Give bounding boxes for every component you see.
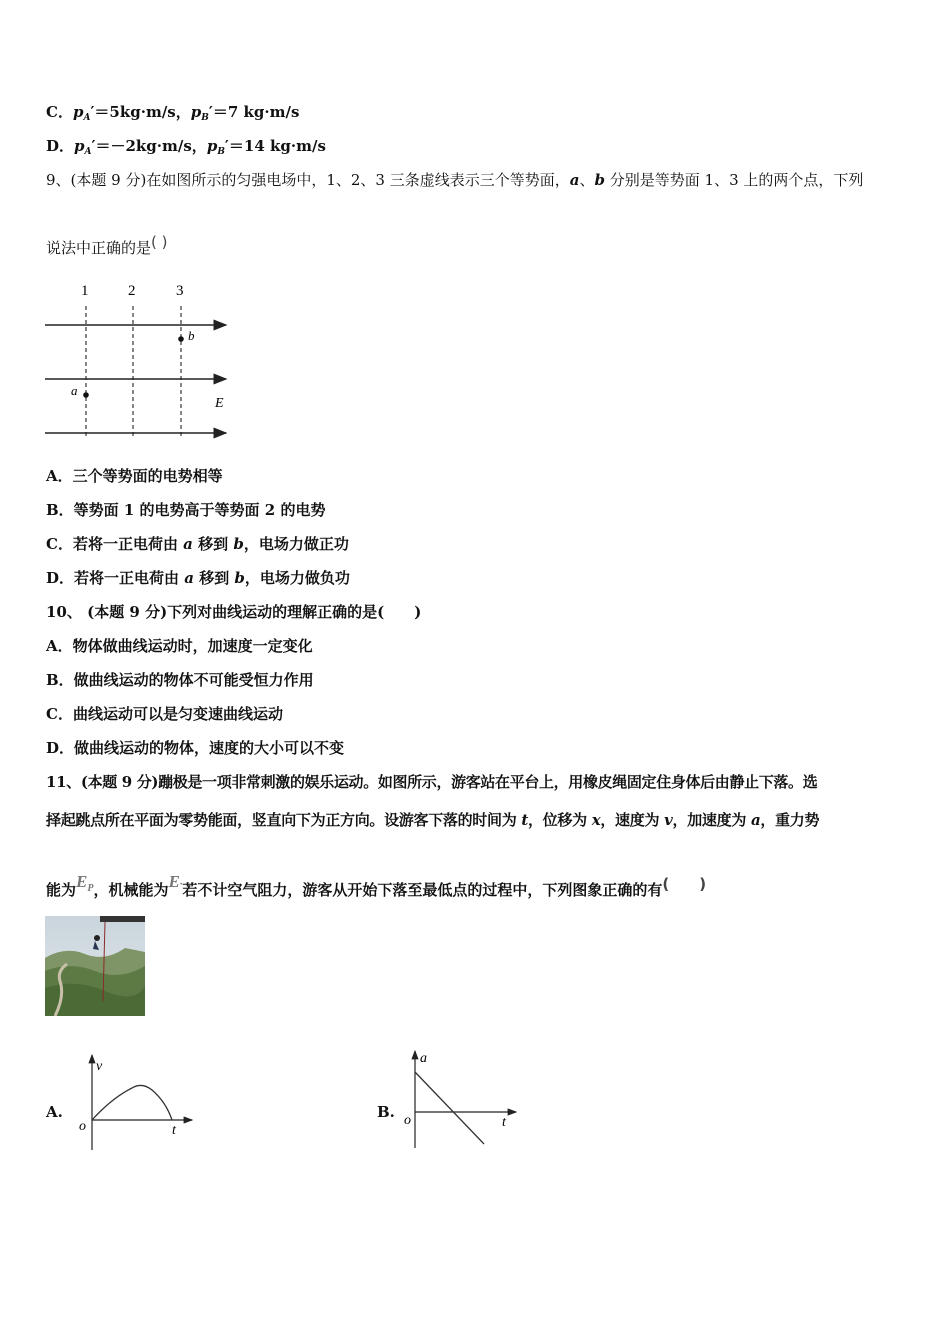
value-b: ＝7 kg·m/s <box>212 103 300 121</box>
graph-a-label: A. <box>46 1103 63 1121</box>
option-text: C．若将一正电荷由 <box>46 535 184 553</box>
q10-option-d: D．做曲线运动的物体，速度的大小可以不变 <box>46 739 345 757</box>
point-b-symbol: b <box>233 535 244 553</box>
e-letter: E <box>168 872 180 891</box>
stem-text: 若不计空气阻力，游客从开始下落至最低点的过程中，下列图象正确的有 <box>182 881 663 899</box>
graph-b-label: B. <box>377 1103 395 1121</box>
stem-text: ，加速度为 <box>672 811 751 829</box>
stem-text: ，重力势 <box>760 811 820 829</box>
graph-b-xlabel: t <box>502 1115 506 1130</box>
separator: 、 <box>579 171 595 189</box>
point-b-symbol: b <box>594 171 605 189</box>
q10-option-b: B．做曲线运动的物体不可能受恒力作用 <box>46 671 314 689</box>
point-b-label: b <box>188 328 195 343</box>
stem-text: 择起跳点所在平面为零势能面，竖直向下为正方向。设游客下落的时间为 <box>46 811 522 829</box>
velocity-symbol: v <box>664 811 673 829</box>
point-b-dot <box>178 336 184 342</box>
subscript-b: B <box>217 147 225 157</box>
q9-stem-text: 说法中正确的是 <box>46 239 152 257</box>
stem-text: ，位移为 <box>527 811 592 829</box>
q10-option-a: A．物体做曲线运动时，加速度一定变化 <box>46 637 313 655</box>
q9-option-d <box>46 568 350 588</box>
graph-a-curve <box>92 1085 172 1120</box>
graph-a-xlabel: t <box>172 1123 176 1138</box>
stem-text: ，机械能为 <box>93 881 169 899</box>
acceleration-symbol: a <box>750 811 761 829</box>
q11-stem-line3 <box>46 872 706 900</box>
point-b-symbol: b <box>234 569 245 587</box>
time-symbol: t <box>521 811 528 829</box>
q9-option-b: B．等势面 1 的电势高于等势面 2 的电势 <box>46 501 326 519</box>
q9-option-c <box>46 534 349 554</box>
option-text: 移到 <box>193 569 235 587</box>
value-a: ＝－2kg·m/s， <box>95 137 207 155</box>
q11-stem-line1: 11、(本题 9 分)蹦极是一项非常刺激的娱乐运动。如图所示，游客站在平台上，用橡皮绳固定住身体后由静止下落。选 <box>46 773 818 791</box>
equipotential-figure <box>40 278 240 448</box>
point-a-dot <box>83 392 89 398</box>
option-text: D．若将一正电荷由 <box>46 569 185 587</box>
graph-b-origin: o <box>404 1113 411 1128</box>
momentum-symbol: p <box>206 137 218 155</box>
prime: ′ <box>224 137 229 155</box>
potential-energy-symbol <box>76 872 94 894</box>
option-text: ，电场力做负功 <box>244 569 350 587</box>
point-a-symbol: a <box>569 171 580 189</box>
momentum-symbol: p <box>72 103 84 121</box>
q9-stem-line2 <box>46 232 168 258</box>
label-2: 2 <box>128 283 136 299</box>
value-b: ＝14 kg·m/s <box>228 137 326 155</box>
momentum-symbol: p <box>190 103 202 121</box>
prime: ′ <box>91 137 96 155</box>
displacement-symbol: x <box>591 811 601 829</box>
bungee-photo <box>45 916 145 1016</box>
q9-stem-tail: 分别是等势面 1、3 上的两个点，下列 <box>604 171 864 189</box>
prime: ′ <box>208 103 213 121</box>
option-label: D． <box>46 137 75 155</box>
ep-letter: E <box>76 872 88 891</box>
field-label: E <box>215 396 224 411</box>
graph-a <box>74 1050 204 1155</box>
value-a: ＝5kg·m/s， <box>94 103 191 121</box>
stem-text: 能为 <box>46 881 77 899</box>
option-label: C． <box>46 103 73 121</box>
e-dot: · <box>179 879 183 890</box>
option-text: 移到 <box>192 535 234 553</box>
option-text: ，电场力做正功 <box>243 535 349 553</box>
answer-paren: ( ) <box>151 233 168 251</box>
q11-stem-line2 <box>46 810 819 830</box>
q8-option-d <box>46 136 326 162</box>
subscript-a: A <box>83 113 91 123</box>
subscript-b: B <box>201 113 209 123</box>
mechanical-energy-symbol <box>168 872 182 891</box>
momentum-symbol: p <box>74 137 85 155</box>
label-1: 1 <box>81 283 89 299</box>
stem-text: ，速度为 <box>600 811 665 829</box>
point-a-symbol: a <box>184 569 194 587</box>
q8-option-c <box>46 102 299 128</box>
ep-subscript: P <box>87 883 94 894</box>
q10-option-c: C．曲线运动可以是匀变速曲线运动 <box>46 705 283 723</box>
graph-a-origin: o <box>79 1119 86 1134</box>
graph-b-line <box>415 1072 484 1144</box>
label-3: 3 <box>176 283 184 299</box>
q9-stem-line1 <box>46 170 863 190</box>
subscript-a: A <box>84 147 92 157</box>
q9-stem-text: 9、(本题 9 分)在如图所示的匀强电场中，1、2、3 三条虚线表示三个等势面， <box>46 171 570 189</box>
point-a-symbol: a <box>183 535 193 553</box>
graph-b-ylabel: a <box>420 1051 427 1066</box>
point-a-label: a <box>71 383 78 398</box>
prime: ′ <box>90 103 95 121</box>
graph-a-ylabel: v <box>96 1059 103 1074</box>
answer-paren: ( ) <box>662 875 707 893</box>
q9-option-a: A．三个等势面的电势相等 <box>46 467 223 485</box>
graph-b <box>398 1046 528 1151</box>
q10-stem: 10、 (本题 9 分)下列对曲线运动的理解正确的是( ) <box>46 603 422 621</box>
